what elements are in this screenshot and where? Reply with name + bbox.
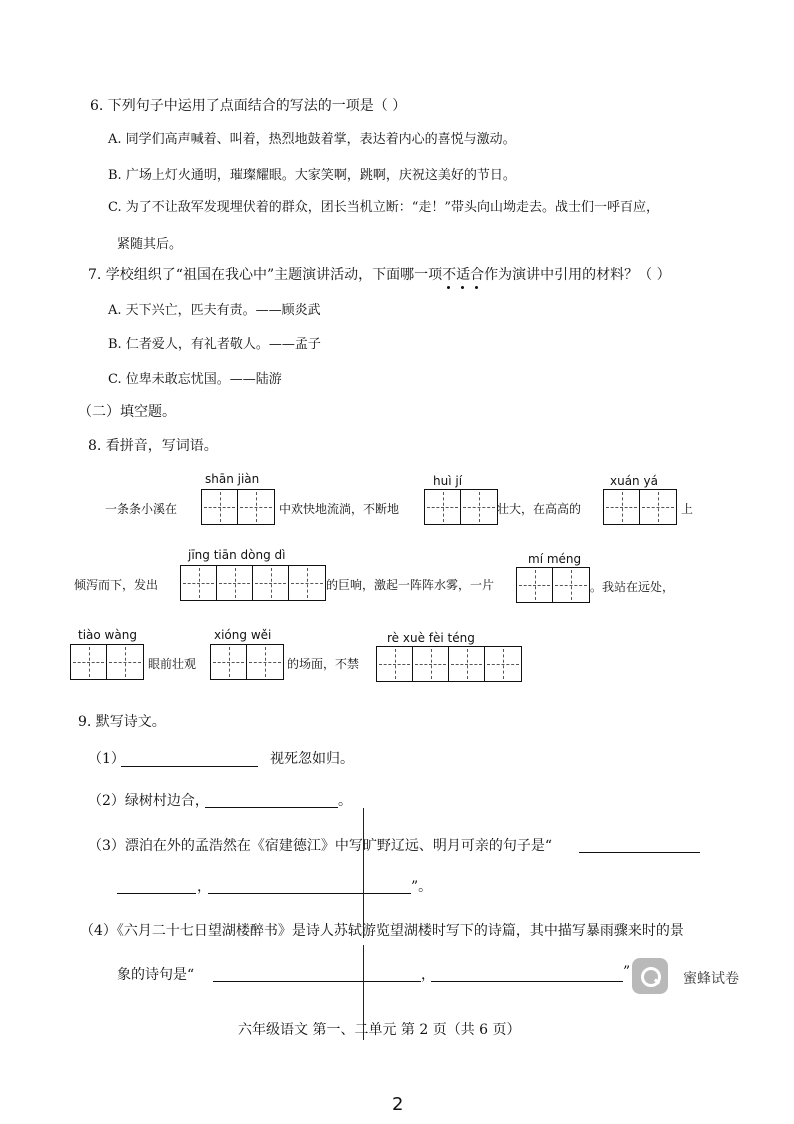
q8-text-3: 壮大，在高高的 [497,502,582,516]
pinyin-xiongwei: xióng wěi [214,628,272,642]
writing-grid-jingtiandongdi[interactable] [180,565,326,601]
answer-blank[interactable] [208,893,411,894]
writing-grid-xiongwei[interactable] [210,644,284,680]
q9-stem: 9. 默写诗文。 [78,714,166,730]
q9-item4-line1: （4）《六月二十七日望湖楼醉书》是诗人苏轼游览望湖楼时写下的诗篇，其中描写暴雨骤来时的景 [80,923,684,939]
watermark-text: 蜜蜂试卷 [683,971,739,987]
writing-grid-tiaowang[interactable] [70,644,144,680]
answer-blank[interactable] [579,852,700,853]
q8-text-6: 的巨响，激起一阵阵水雾，一片 [326,578,495,592]
q8-text-9: 的场面，不禁 [287,657,360,671]
q6-option-a: A. 同学们高声喊着、叫着，热烈地鼓着掌，表达着内心的喜悦与激动。 [108,132,516,147]
answer-blank[interactable] [205,807,338,808]
pinyin-huiji: huì jí [433,474,463,488]
section-fill-blank-title: （二）填空题。 [78,404,176,420]
q8-stem: 8. 看拼音，写词语。 [88,438,218,454]
q6-option-c-line2: 紧随其后。 [117,237,183,252]
q8-text-4: 上 [681,502,694,516]
answer-blank[interactable] [431,981,623,982]
q9-item1-text: 视死忽如归。 [270,751,354,767]
pinyin-rexuefeiteng: rè xuè fèi téng [387,631,475,645]
writing-grid-xuanya[interactable] [603,489,677,525]
q9-item3-comma: ， [197,879,211,895]
q7-stem: 7. 学校组织了“祖国在我心中”主题演讲活动，下面哪一项不适合作为演讲中引用的材料？（ ） [88,267,671,283]
q8-text-5: 倾泻而下，发出 [74,578,159,592]
writing-grid-mimeng[interactable] [516,567,590,603]
answer-blank[interactable] [121,766,258,767]
q9-item4-line2: 象的诗句是“ [117,967,195,983]
writing-grid-huiji[interactable] [424,489,498,525]
q7-option-c: C. 位卑未敢忘忧国。——陆游 [108,372,282,387]
q9-item4-comma: ， [421,967,435,983]
answer-blank[interactable] [213,981,421,982]
pinyin-jingtiandongdi: jīng tiān dòng dì [188,548,286,562]
q8-text-7: 。我站在远处， [590,580,675,594]
q7-option-a: A. 天下兴亡，匹夫有责。——顾炎武 [108,303,321,318]
q9-item2-text: （2）绿树村边合， [88,793,209,809]
q7-option-b: B. 仁者爱人，有礼者敬人。——孟子 [108,337,321,352]
page-number: 2 [392,1094,404,1115]
watermark-logo-icon [632,958,668,994]
writing-grid-rexuefeiteng[interactable] [376,646,522,682]
q9-item3-text: （3）漂泊在外的孟浩然在《宿建德江》中写旷野辽远、明月可亲的句子是“ [88,838,553,854]
fold-line [363,808,364,938]
pinyin-tiaowang: tiào wàng [78,628,137,642]
pinyin-mimeng: mí méng [528,552,582,566]
q9-item4-end: ” [623,964,631,980]
answer-blank[interactable] [117,893,196,894]
q8-text-1: 一条条小溪在 [105,502,178,516]
q8-text-8: 眼前壮观 [148,657,197,671]
q8-text-2: 中欢快地流淌，不断地 [279,502,400,516]
emphasis-dot [475,286,478,289]
pinyin-shanjian: shān jiàn [205,472,260,486]
q9-item3-end: ”。 [411,879,433,895]
pinyin-xuanya: xuán yá [610,474,658,488]
q6-stem: 6. 下列句子中运用了点面结合的写法的一项是（ ） [90,98,407,114]
emphasis-dot [461,286,464,289]
page-footer: 六年级语文 第一、二单元 第 2 页（共 6 页） [238,1022,521,1038]
q9-item2-end: 。 [338,793,352,809]
emphasis-dot [447,286,450,289]
q6-option-c-line1: C. 为了不让敌军发现埋伏着的群众，团长当机立断：“走！”带头向山坳走去。战士们一呼百应， [108,200,660,215]
writing-grid-shanjian[interactable] [201,489,275,525]
q9-item1-label: （1） [88,751,125,767]
q6-option-b: B. 广场上灯火通明，璀璨耀眼。大家笑啊，跳啊，庆祝这美好的节日。 [108,168,516,183]
